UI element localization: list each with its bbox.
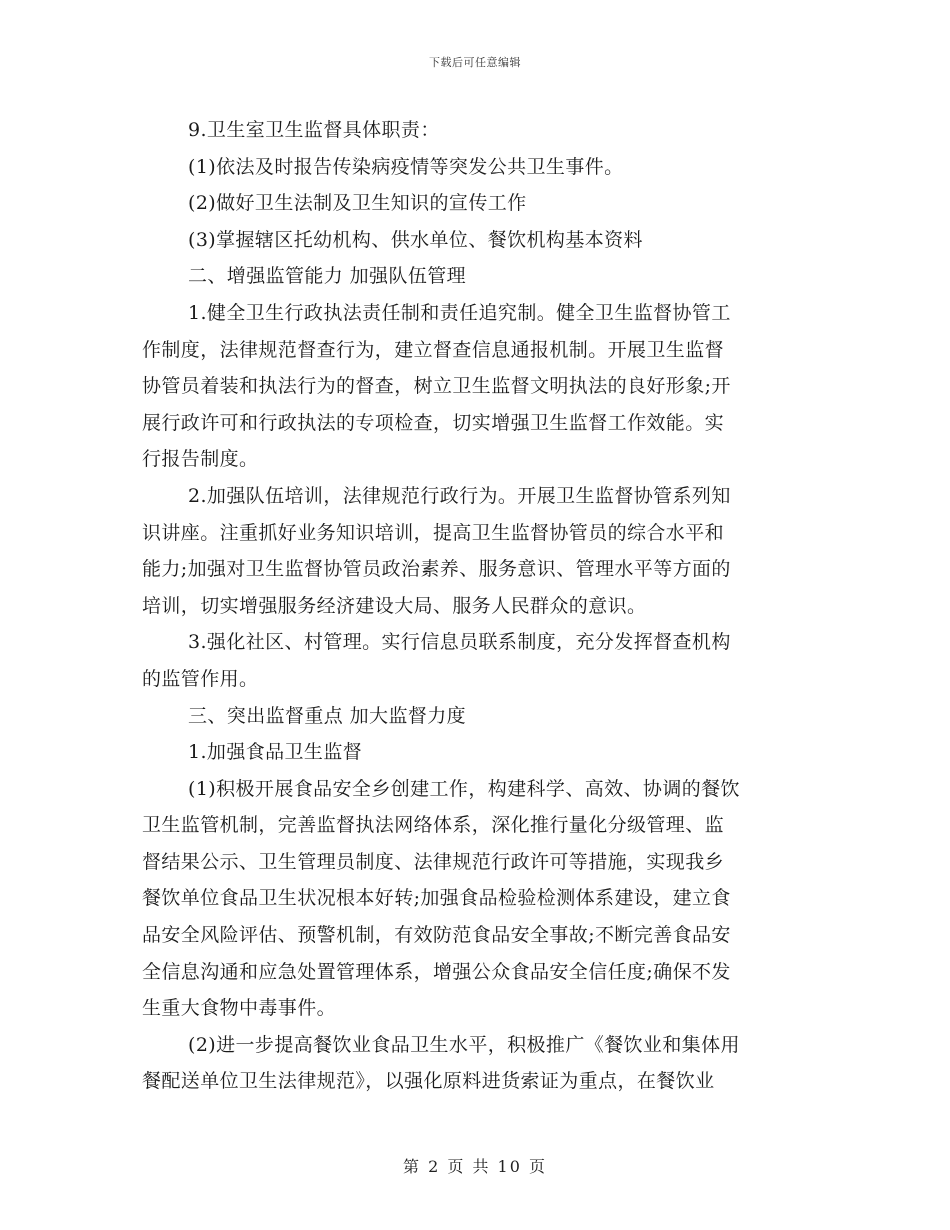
text-line: 识讲座。注重抓好业务知识培训，提高卫生监督协管员的综合水平和 [142,521,725,544]
text-line: 餐饮单位食品卫生状况根本好转;加强食品检验检测体系建设，建立食 [142,887,731,910]
text-line: 行报告制度。 [142,448,259,471]
text-line: 餐配送单位卫生法律规范》，以强化原料进货索证为重点，在餐饮业 [142,1070,715,1093]
text-line: 能力;加强对卫生监督协管员政治素养、服务意识、管理水平等方面的 [142,558,731,581]
text-line: 培训，切实增强服务经济建设大局、服务人民群众的意识。 [142,594,647,617]
text-line: (2)进一步提高餐饮业食品卫生水平，积极推广《餐饮业和集体用 [188,1033,740,1056]
text-line: 1.健全卫生行政执法责任制和责任追究制。健全卫生监督协管工 [188,301,731,324]
text-line: 品安全风险评估、预警机制，有效防范食品安全事故;不断完善食品安 [142,924,731,947]
text-line: 三、突出监督重点 加大监督力度 [188,704,467,727]
text-line: (3)掌握辖区托幼机构、供水单位、餐饮机构基本资料 [188,228,643,251]
document-body [142,112,810,1100]
text-line: (1)依法及时报告传染病疫情等突发公共卫生事件。 [188,155,624,178]
page-header-note: 下载后可任意编辑 [429,56,521,69]
text-line: 全信息沟通和应急处置管理体系，增强公众食品安全信任度;确保不发 [142,960,731,983]
text-line: (2)做好卫生法制及卫生知识的宣传工作 [188,192,527,215]
text-line: 9.卫生室卫生监督具体职责： [188,119,440,141]
text-line: 协管员着装和执法行为的督查，树立卫生监督文明执法的良好形象;开 [142,375,731,398]
text-line: 的监管作用。 [142,667,259,690]
text-line: 3.强化社区、村管理。实行信息员联系制度，充分发挥督查机构 [188,631,731,654]
text-line: 生重大食物中毒事件。 [142,997,337,1020]
text-line: 2.加强队伍培训，法律规范行政行为。开展卫生监督协管系列知 [188,484,731,507]
text-line: (1)积极开展食品安全乡创建工作，构建科学、高效、协调的餐饮 [188,777,740,800]
text-line: 作制度，法律规范督查行为，建立督查信息通报机制。开展卫生监督 [142,338,725,361]
text-line: 二、增强监管能力 加强队伍管理 [188,265,467,288]
text-line: 督结果公示、卫生管理员制度、法律规范行政许可等措施，实现我乡 [142,850,725,873]
page-number: 第 2 页 共 10 页 [403,1157,547,1176]
text-line: 1.加强食品卫生监督 [188,741,363,764]
text-line: 卫生监管机制，完善监督执法网络体系，深化推行量化分级管理、监 [142,814,725,837]
text-line: 展行政许可和行政执法的专项检查，切实增强卫生监督工作效能。实 [142,411,725,434]
